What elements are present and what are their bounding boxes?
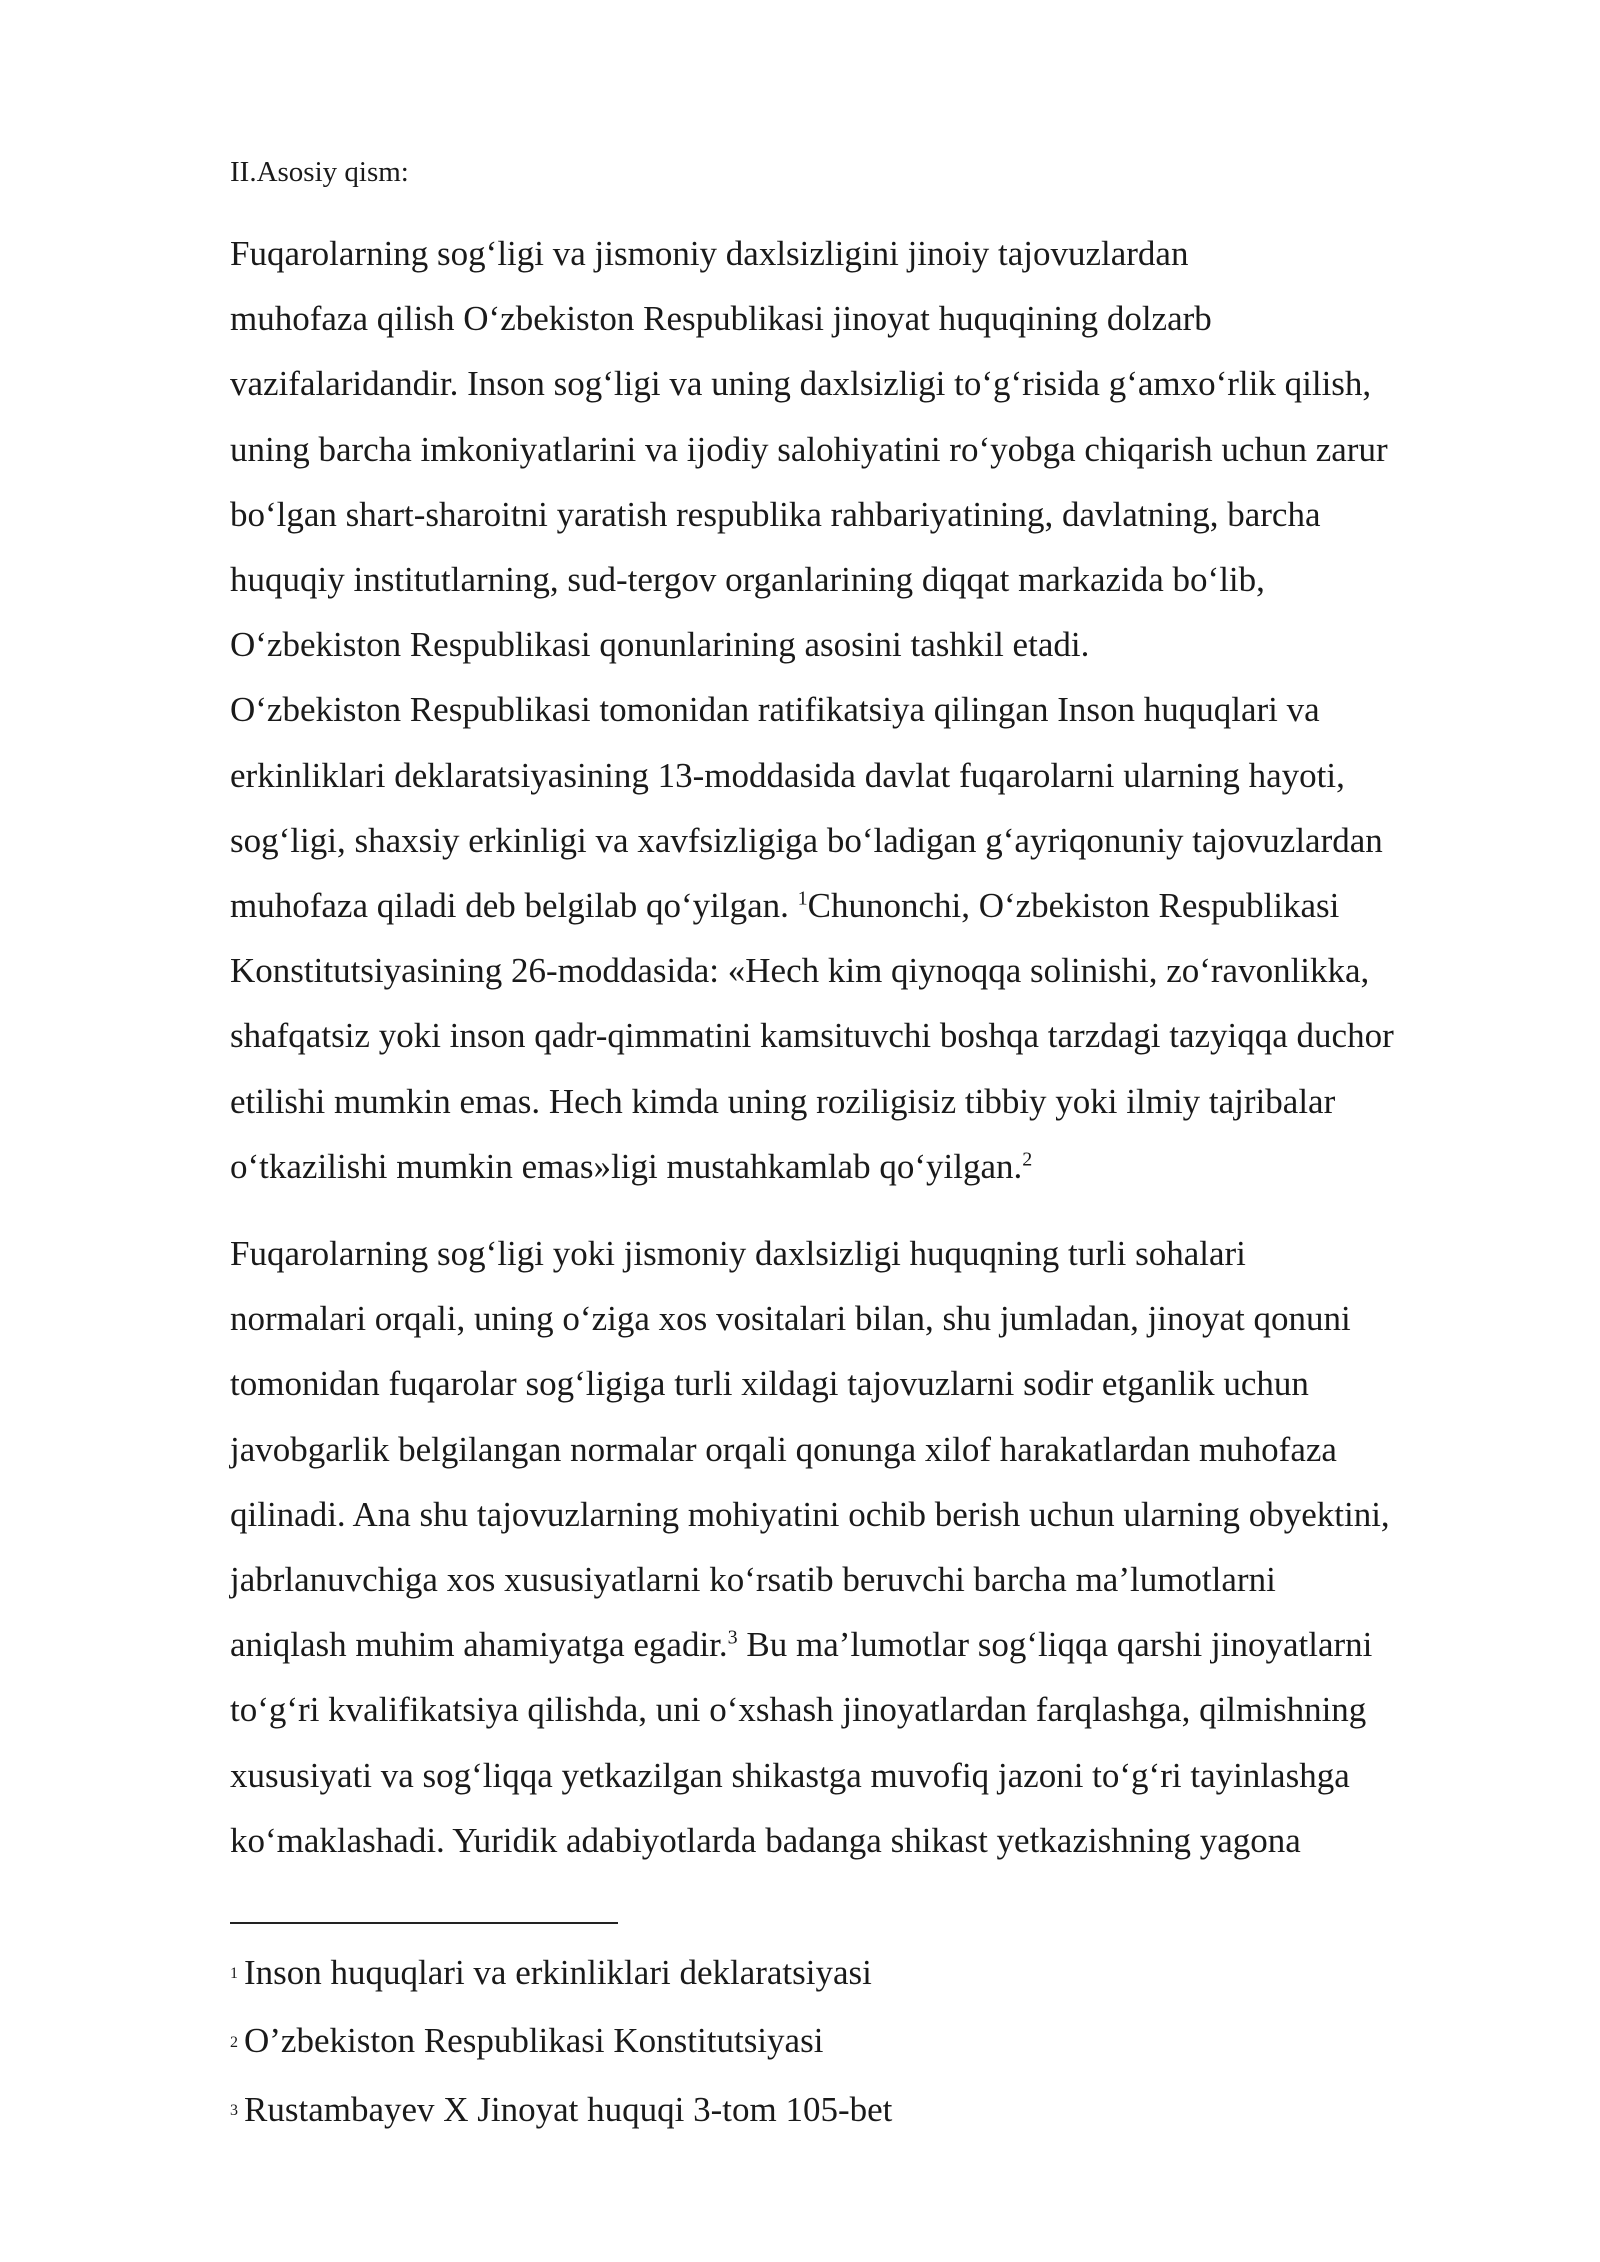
paragraph-text: Bu ma’lumotlar sog‘liqqa qarshi jinoyatlarni to‘g‘ri kvalifikatsiya qilishda, uni o‘xshash jinoyatlardan farqlashga, qilmishning xususiyati va sog‘liqqa yetkazilgan shikastga muvofiq jazoni to‘g‘ri tayinlashga ko‘maklashadi. Yuridik adabiyotlarda badanga shikast yetkazishning yagona [230,1625,1373,1860]
footnote-item [230,1940,892,2008]
paragraph-text: Fuqarolarning sog‘ligi yoki jismoniy daxlsizligi huquqning turli sohalari normalari orqali, uning o‘ziga xos vositalari bilan, shu jumladan, jinoyat qonuni tomonidan fuqarolar sog‘ligiga turli xildagi tajovuzlarni sodir etganlik uchun javobgarlik belgilangan normalar orqali qonunga xilof harakatlardan muhofaza qilinadi. Ana shu tajovuzlarning mohiyatini ochib berish uchun ularning obyektini, jabrlanuvchiga xos xususiyatlarni ko‘rsatib beruvchi barcha ma’lumotlarni aniqlash muhim ahamiyatga egadir. [230,1234,1390,1665]
footnote-text: O’zbekiston Respublikasi Konstitutsiyasi [244,2021,824,2061]
footnote-reference-1[interactable]: 1 [797,887,808,910]
footnotes-list [230,1940,892,2145]
footnote-item [230,2077,892,2145]
footnote-item [230,2008,892,2076]
footnote-number: 1 [230,1965,238,1983]
footnote-text: Rustambayev X Jinoyat huquqi 3-tom 105-bet [244,2089,893,2129]
paragraph-text: Fuqarolarning sog‘ligi va jismoniy daxlsizligini jinoiy tajovuzlardan muhofaza qilish O‘zbekiston Respublikasi jinoyat huquqining dolzarb vazifalaridandir. Inson sog‘ligi va uning daxlsizligi to‘g‘risida g‘amxo‘rlik qilish, uning barcha imkoniyatlarini va ijodiy salohiyatini ro‘yobga chiqarish uchun zarur bo‘lgan shart-sharoitni yaratish respublika rahbariyatining, davlatning, barcha huquqiy institutlarning, sud-tergov organlarining diqqat markazida bo‘lib, O‘zbekiston Respublikasi qonunlarining asosini tashkil etadi. O‘zbekiston Respublikasi tomonidan ratifikatsiya qilingan Inson huquqlari va erkinliklari deklaratsiyasining 13-moddasida davlat fuqarolarni ularning hayoti, sog‘ligi, shaxsiy erkinligi va xavfsizligiga bo‘ladigan g‘ayriqonuniy tajovuzlardan muhofaza qiladi deb belgilab qo‘yilgan. [230,234,1388,926]
footnote-text: Inson huquqlari va erkinliklari deklaratsiyasi [244,1953,872,1992]
footnote-reference-3[interactable]: 3 [727,1626,738,1649]
footnote-separator [230,1922,618,1924]
footnote-reference-2[interactable]: 2 [1022,1148,1033,1171]
body-paragraph-1 [230,221,1490,1199]
footnote-number: 2 [230,2033,238,2051]
section-heading: II.Asosiy qism: [230,156,409,188]
footnote-number: 3 [230,2102,238,2120]
paragraph-text: Chunonchi, O‘zbekiston Respublikasi Konstitutsiyasining 26-moddasida: «Hech kim qiynoqqa solinishi, zo‘ravonlikka, shafqatsiz yoki inson qadr-qimmatini kamsituvchi boshqa tarzdagi tazyiqqa duchor etilishi mumkin emas. Hech kimda uning roziligisiz tibbiy yoki ilmiy tajribalar o‘tkazilishi mumkin emas»ligi mustahkamlab qo‘yilgan. [230,886,1394,1186]
body-paragraph-2 [230,1221,1490,1873]
